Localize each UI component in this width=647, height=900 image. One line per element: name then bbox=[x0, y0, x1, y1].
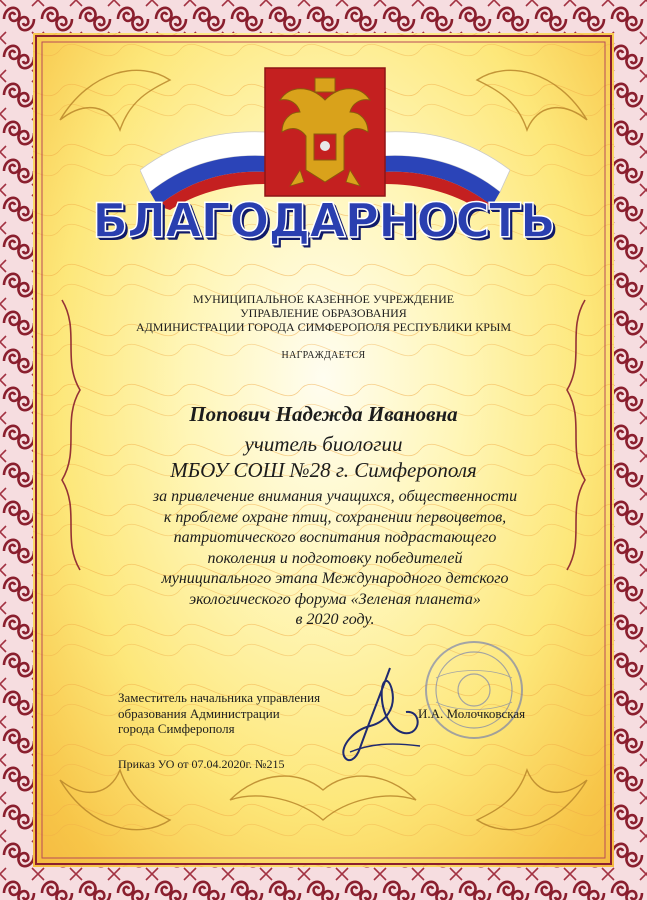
reason-line: за привлечение внимания учащихся, общественности bbox=[152, 488, 518, 505]
reason-line: к проблеме охране птиц, сохранении первоцветов, bbox=[163, 508, 507, 526]
signatory-title-line: города Симферополя bbox=[118, 721, 235, 736]
reason-line: в 2020 году. bbox=[295, 611, 375, 628]
recipient-name: Попович Надежда Ивановна bbox=[189, 402, 458, 426]
signatory-title-line: образования Администрации bbox=[118, 705, 280, 721]
reason-line: муниципального этапа Международного детского bbox=[161, 570, 509, 587]
reason-line: поколения и подготовку победителей bbox=[207, 549, 463, 567]
coat-of-arms-icon bbox=[265, 68, 385, 196]
awarded-label: НАГРАЖДАЕТСЯ bbox=[281, 350, 366, 361]
signatory-title-line: Заместитель начальника управления bbox=[118, 690, 321, 705]
reason-line: экологического форума «Зеленая планета» bbox=[189, 590, 481, 608]
recipient-school: МБОУ СОШ №28 г. Симферополя bbox=[170, 458, 477, 482]
organization-line: АДМИНИСТРАЦИИ ГОРОДА СИМФЕРОПОЛЯ РЕСПУБЛИКИ КРЫМ bbox=[135, 320, 512, 334]
signatory-title bbox=[118, 690, 320, 737]
order-reference: Приказ УО от 07.04.2020г. №215 bbox=[118, 757, 285, 771]
organization-block bbox=[0, 292, 647, 334]
signatory-name: И.А. Молочковская bbox=[418, 706, 526, 721]
recipient-position: учитель биологии bbox=[244, 432, 403, 456]
organization-line: МУНИЦИПАЛЬНОЕ КАЗЕННОЕ УЧРЕЖДЕНИЕ bbox=[192, 292, 455, 306]
award-reason bbox=[100, 487, 570, 631]
reason-line: патриотического воспитания подрастающего bbox=[173, 529, 497, 546]
coat-of-arms-with-ribbon bbox=[140, 60, 510, 210]
certificate-title: БЛАГОДАРНОСТЬ bbox=[92, 194, 555, 249]
handwritten-signature bbox=[330, 660, 430, 770]
organization-line: УПРАВЛЕНИЕ ОБРАЗОВАНИЯ bbox=[240, 306, 407, 320]
